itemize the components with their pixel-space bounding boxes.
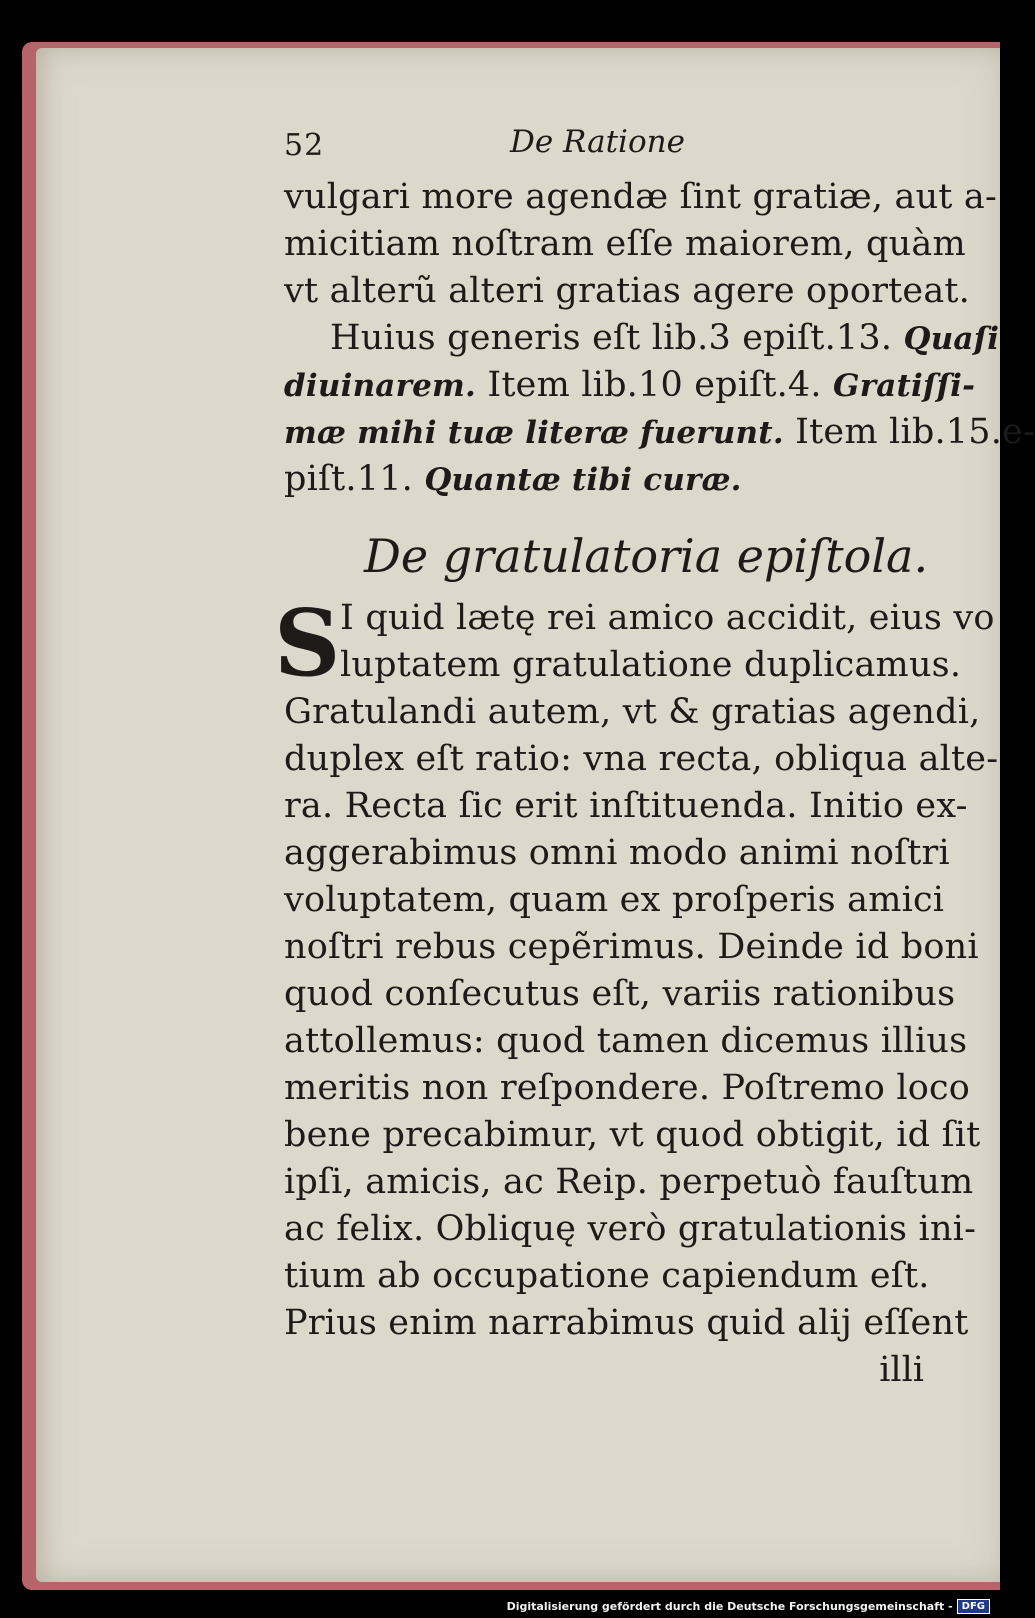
text-line: [284, 315, 1000, 362]
drop-cap: S: [274, 589, 341, 697]
text-line: bene precabimur, vt quod obtigit, id ſit: [284, 1115, 981, 1155]
text-line: quod conſecutus eſt, variis rationibus: [284, 974, 956, 1014]
text-line: I quid lætę rei amico accidit, eius vo: [340, 598, 995, 638]
text-span: Huius generis eſt lib.3 epiſt.13.: [330, 318, 904, 358]
dfg-logo: DFG: [957, 1599, 990, 1614]
digitization-credit: [507, 1599, 990, 1614]
text-line: ipſi, amicis, ac Reip. perpetuò fauſtum: [284, 1162, 974, 1202]
italic-span: Gratiſſi-: [833, 368, 976, 404]
page-number: 52: [284, 128, 325, 163]
text-span: piſt.11.: [284, 459, 425, 499]
page-header: [284, 118, 960, 174]
text-line: [284, 362, 976, 409]
italic-span: mæ mihi tuæ literæ fuerunt.: [284, 415, 784, 451]
text-line: [284, 456, 960, 503]
text-span: Item lib.15.e-: [783, 412, 1035, 452]
credit-text: Digitalisierung gefördert durch die Deutsche Forschungsgemeinschaft -: [506, 1600, 953, 1613]
text-line: noſtri rebus cepẽrimus. Deinde id boni: [284, 927, 979, 967]
paragraph-3: [274, 589, 999, 1347]
text-line: ra. Recta ſic erit inſtituenda. Initio ex-: [284, 786, 968, 826]
text-line: vt alterũ alteri gratias agere oporteat.: [284, 271, 970, 311]
text-line: tium ab occupatione capiendum eſt.: [284, 1256, 930, 1296]
text-line: duplex eſt ratio: vna recta, obliqua alte-: [284, 739, 999, 779]
dropcap-block: [274, 589, 995, 697]
text-line: aggerabimus omni modo animi noſtri: [284, 833, 950, 873]
text-line: micitiam noſtram eſſe maiorem, quàm: [284, 224, 966, 264]
text-line: meritis non reſpondere. Poſtremo loco: [284, 1068, 971, 1108]
catchword: illi: [879, 1350, 924, 1390]
text-line: Prius enim narrabimus quid alij eſſent: [284, 1303, 969, 1343]
italic-span: Quantæ tibi curæ.: [424, 462, 742, 498]
paragraph-2: [284, 315, 1035, 503]
text-line: ac felix. Obliquę verò gratulationis ini-: [284, 1209, 977, 1249]
section-title: De gratulatoria epiſtola.: [364, 529, 929, 583]
italic-span: diuinarem.: [284, 368, 477, 404]
text-line: vulgari more agendæ ſint gratiæ, aut a-: [284, 177, 997, 217]
text-line: [284, 409, 1035, 456]
text-span: Item lib.10 epiſt.4.: [476, 365, 834, 405]
text-block: [274, 118, 1035, 1394]
text-line: voluptatem, quam ex proſperis amici: [284, 880, 945, 920]
text-line: Gratulandi autem, vt & gratias agendi,: [284, 692, 981, 732]
text-line: luptatem gratulatione duplicamus.: [340, 645, 962, 685]
italic-span: Quaſi: [903, 321, 1000, 357]
text-line: attollemus: quod tamen dicemus illius: [284, 1021, 968, 1061]
paragraph-1: [284, 174, 997, 315]
running-title: De Ratione: [510, 124, 685, 160]
